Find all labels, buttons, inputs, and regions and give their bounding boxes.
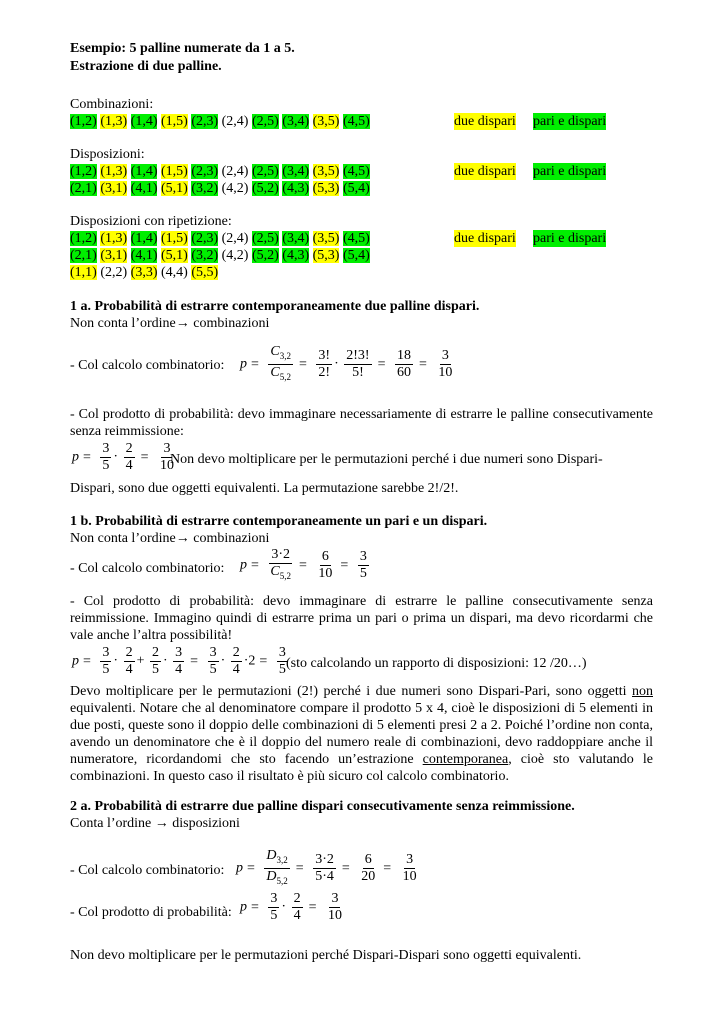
pair: (1,5) xyxy=(160,164,188,179)
pair: (4,2) xyxy=(221,248,249,263)
section-1a-note2: Dispari, sono due oggetti equivalenti. La permutazione sarebbe 2!/2!. xyxy=(70,481,459,496)
arrow-icon: → xyxy=(175,531,190,546)
calc-label: - Col calcolo combinatorio: xyxy=(70,561,225,576)
pair: (1,4) xyxy=(130,114,158,129)
formula-1a-prod: p = $\frac{3}{5}$ · $\frac{2}{4}$ = $\frac{3}{10}$ xyxy=(72,441,174,473)
section-1b-paragraph: Devo moltiplicare per le permutazioni (2!) perché i due numeri sono Dispari-Pari, sono oggetti non equivalenti. Notare che al denominatore compare il prodotto 5 x 4, cioè le disposizioni di 5 elementi in due posti, queste sono il doppio delle combinazioni di 5 elementi presi 2 a 2. Poiché l’ordine non conta, avendo un denominatore che è il doppio del numero reale di combinazioni, devo raddoppiare anche il numeratore, ricordandomi che sto facendo un’estrazione contemporanea, cioè sto valutando le combinazioni. In questo caso il risultato è più sicuro col calcolo combinatorio. xyxy=(70,684,653,784)
section-2a-sub: Conta l’ordine → disposizioni xyxy=(70,816,240,831)
pair: (1,2) xyxy=(70,164,97,179)
pair: (1,5) xyxy=(160,114,188,129)
pair: (3,5) xyxy=(312,114,340,129)
pair: (1,3) xyxy=(100,164,128,179)
tag-odd: due dispari xyxy=(454,164,516,179)
disposizioni-label: Disposizioni: xyxy=(70,147,145,162)
formula-1a: p = $\frac{C_{3,2}}{C_{5,2}}$ = $\frac{3!}{2!}$ · $\frac{2!3!}{5!}$ = $\frac{18}{60}$ = $\frac{3}{10}$ xyxy=(240,344,453,382)
pair: (2,2) xyxy=(100,265,128,280)
pair: (4,5) xyxy=(342,164,370,179)
section-2a-heading: 2 a. Probabilità di estrarre due palline dispari consecutivamente senza reimmissione. xyxy=(70,799,575,814)
pair: (5,2) xyxy=(251,181,279,196)
tag-odd: due dispari xyxy=(454,114,516,129)
pair: (5,1) xyxy=(160,181,188,196)
section-1a-note: Non devo moltiplicare per le permutazioni perché i due numeri sono Dispari- xyxy=(170,452,603,467)
pair: (5,5) xyxy=(191,265,219,280)
tag-mixed: pari e dispari xyxy=(533,114,607,129)
pair: (2,3) xyxy=(191,114,219,129)
pair: (2,5) xyxy=(251,114,279,129)
example-subtitle: Estrazione di due palline. xyxy=(70,59,222,74)
calc-label: - Col calcolo combinatorio: xyxy=(70,863,225,878)
combinazioni-label: Combinazioni: xyxy=(70,97,154,112)
ripetizione-row-3 xyxy=(70,264,218,281)
pair: (3,2) xyxy=(191,181,219,196)
pair: (1,3) xyxy=(100,231,128,246)
pair: (3,5) xyxy=(312,231,340,246)
pair: (4,3) xyxy=(282,248,310,263)
formula-1b-prod: p = $\frac{3}{5}$ · $\frac{2}{4}$ + $\frac{2}{5}$ · $\frac{3}{4}$ = $\frac{3}{5}$ · $\frac{2}{4}$ ·2 = $\frac{3}{5}$ xyxy=(72,645,286,677)
section-1a-heading: 1 a. Probabilità di estrarre contemporaneamente due palline dispari. xyxy=(70,299,480,314)
tag-mixed: pari e dispari xyxy=(533,231,607,246)
combinazioni-row xyxy=(70,113,370,130)
disposizioni-row-2 xyxy=(70,180,370,197)
pair: (3,4) xyxy=(282,231,310,246)
pair: (1,2) xyxy=(70,231,97,246)
pair: (4,1) xyxy=(130,181,158,196)
pair: (5,3) xyxy=(312,181,340,196)
pair: (3,4) xyxy=(282,164,310,179)
ripetizione-row-1 xyxy=(70,230,370,247)
pair: (2,4) xyxy=(221,231,249,246)
pair: (1,3) xyxy=(100,114,128,129)
pair: (2,4) xyxy=(221,164,249,179)
prod-label: - Col prodotto di probabilità: xyxy=(70,905,232,920)
section-1b-sub: Non conta l’ordine→ combinazioni xyxy=(70,531,270,546)
pair: (5,4) xyxy=(342,248,370,263)
pair: (2,3) xyxy=(191,231,219,246)
pair: (3,1) xyxy=(100,248,128,263)
pair: (3,3) xyxy=(130,265,158,280)
pair: (2,5) xyxy=(251,231,279,246)
pair: (1,1) xyxy=(70,265,97,280)
ripetizione-row-2 xyxy=(70,247,370,264)
section-1b-heading: 1 b. Probabilità di estrarre contemporaneamente un pari e un dispari. xyxy=(70,514,488,529)
example-title: Esempio: 5 palline numerate da 1 a 5. xyxy=(70,41,295,56)
calc-label: - Col calcolo combinatorio: xyxy=(70,358,225,373)
section-1a-prod-text: - Col prodotto di probabilità: devo immaginare necessariamente di estrarre le palline consecutivamente senza reimmissione: xyxy=(70,407,653,439)
arrow-icon: → xyxy=(175,316,190,331)
pair: (5,2) xyxy=(251,248,279,263)
pair: (1,5) xyxy=(160,231,188,246)
pair: (2,3) xyxy=(191,164,219,179)
pair: (5,4) xyxy=(342,181,370,196)
tag-odd: due dispari xyxy=(454,231,516,246)
arrow-icon: → xyxy=(154,816,169,831)
section-2a-final: Non devo moltiplicare per le permutazioni perché Dispari-Dispari sono oggetti equivalenti. xyxy=(70,948,582,963)
pair: (2,1) xyxy=(70,181,97,196)
pair: (2,1) xyxy=(70,248,97,263)
pair: (4,4) xyxy=(160,265,188,280)
pair: (3,5) xyxy=(312,164,340,179)
pair: (5,1) xyxy=(160,248,188,263)
pair: (4,3) xyxy=(282,181,310,196)
pair: (4,5) xyxy=(342,231,370,246)
disposizioni-row-1 xyxy=(70,163,370,180)
pair: (4,2) xyxy=(221,181,249,196)
section-1a-sub: Non conta l’ordine→ combinazioni xyxy=(70,316,270,331)
pair: (5,3) xyxy=(312,248,340,263)
pair: (1,2) xyxy=(70,114,97,129)
tag-mixed: pari e dispari xyxy=(533,164,607,179)
section-1b-prod-text: - Col prodotto di probabilità: devo immaginare di estrarre le palline consecutivamente senza reimmissione. Immagino quindi di estrarre prima un pari o prima un dispari, ma devo ricordarmi che vale anche l’altra possibilità! xyxy=(70,594,653,643)
pair: (4,1) xyxy=(130,248,158,263)
formula-2a-prod: p = $\frac{3}{5}$ · $\frac{2}{4}$ = $\frac{3}{10}$ xyxy=(240,891,342,923)
pair: (2,5) xyxy=(251,164,279,179)
formula-1b: p = $\frac{3\cdot 2}{C_{5,2}}$ = $\frac{6}{10}$ = $\frac{3}{5}$ xyxy=(240,547,367,581)
pair: (3,2) xyxy=(191,248,219,263)
pair: (1,4) xyxy=(130,231,158,246)
pair: (4,5) xyxy=(342,114,370,129)
ripetizione-label: Disposizioni con ripetizione: xyxy=(70,214,232,229)
section-1b-aside: (sto calcolando un rapporto di disposizioni: 12 /20…) xyxy=(286,656,587,671)
formula-2a: p = $\frac{D_{3,2}}{D_{5,2}}$ = $\frac{3\cdot 2}{5\cdot 4}$ = $\frac{6}{20}$ = $\frac{3}{10}$ xyxy=(236,848,417,886)
pair: (3,1) xyxy=(100,181,128,196)
pair: (3,4) xyxy=(282,114,310,129)
pair: (1,4) xyxy=(130,164,158,179)
pair: (2,4) xyxy=(221,114,249,129)
